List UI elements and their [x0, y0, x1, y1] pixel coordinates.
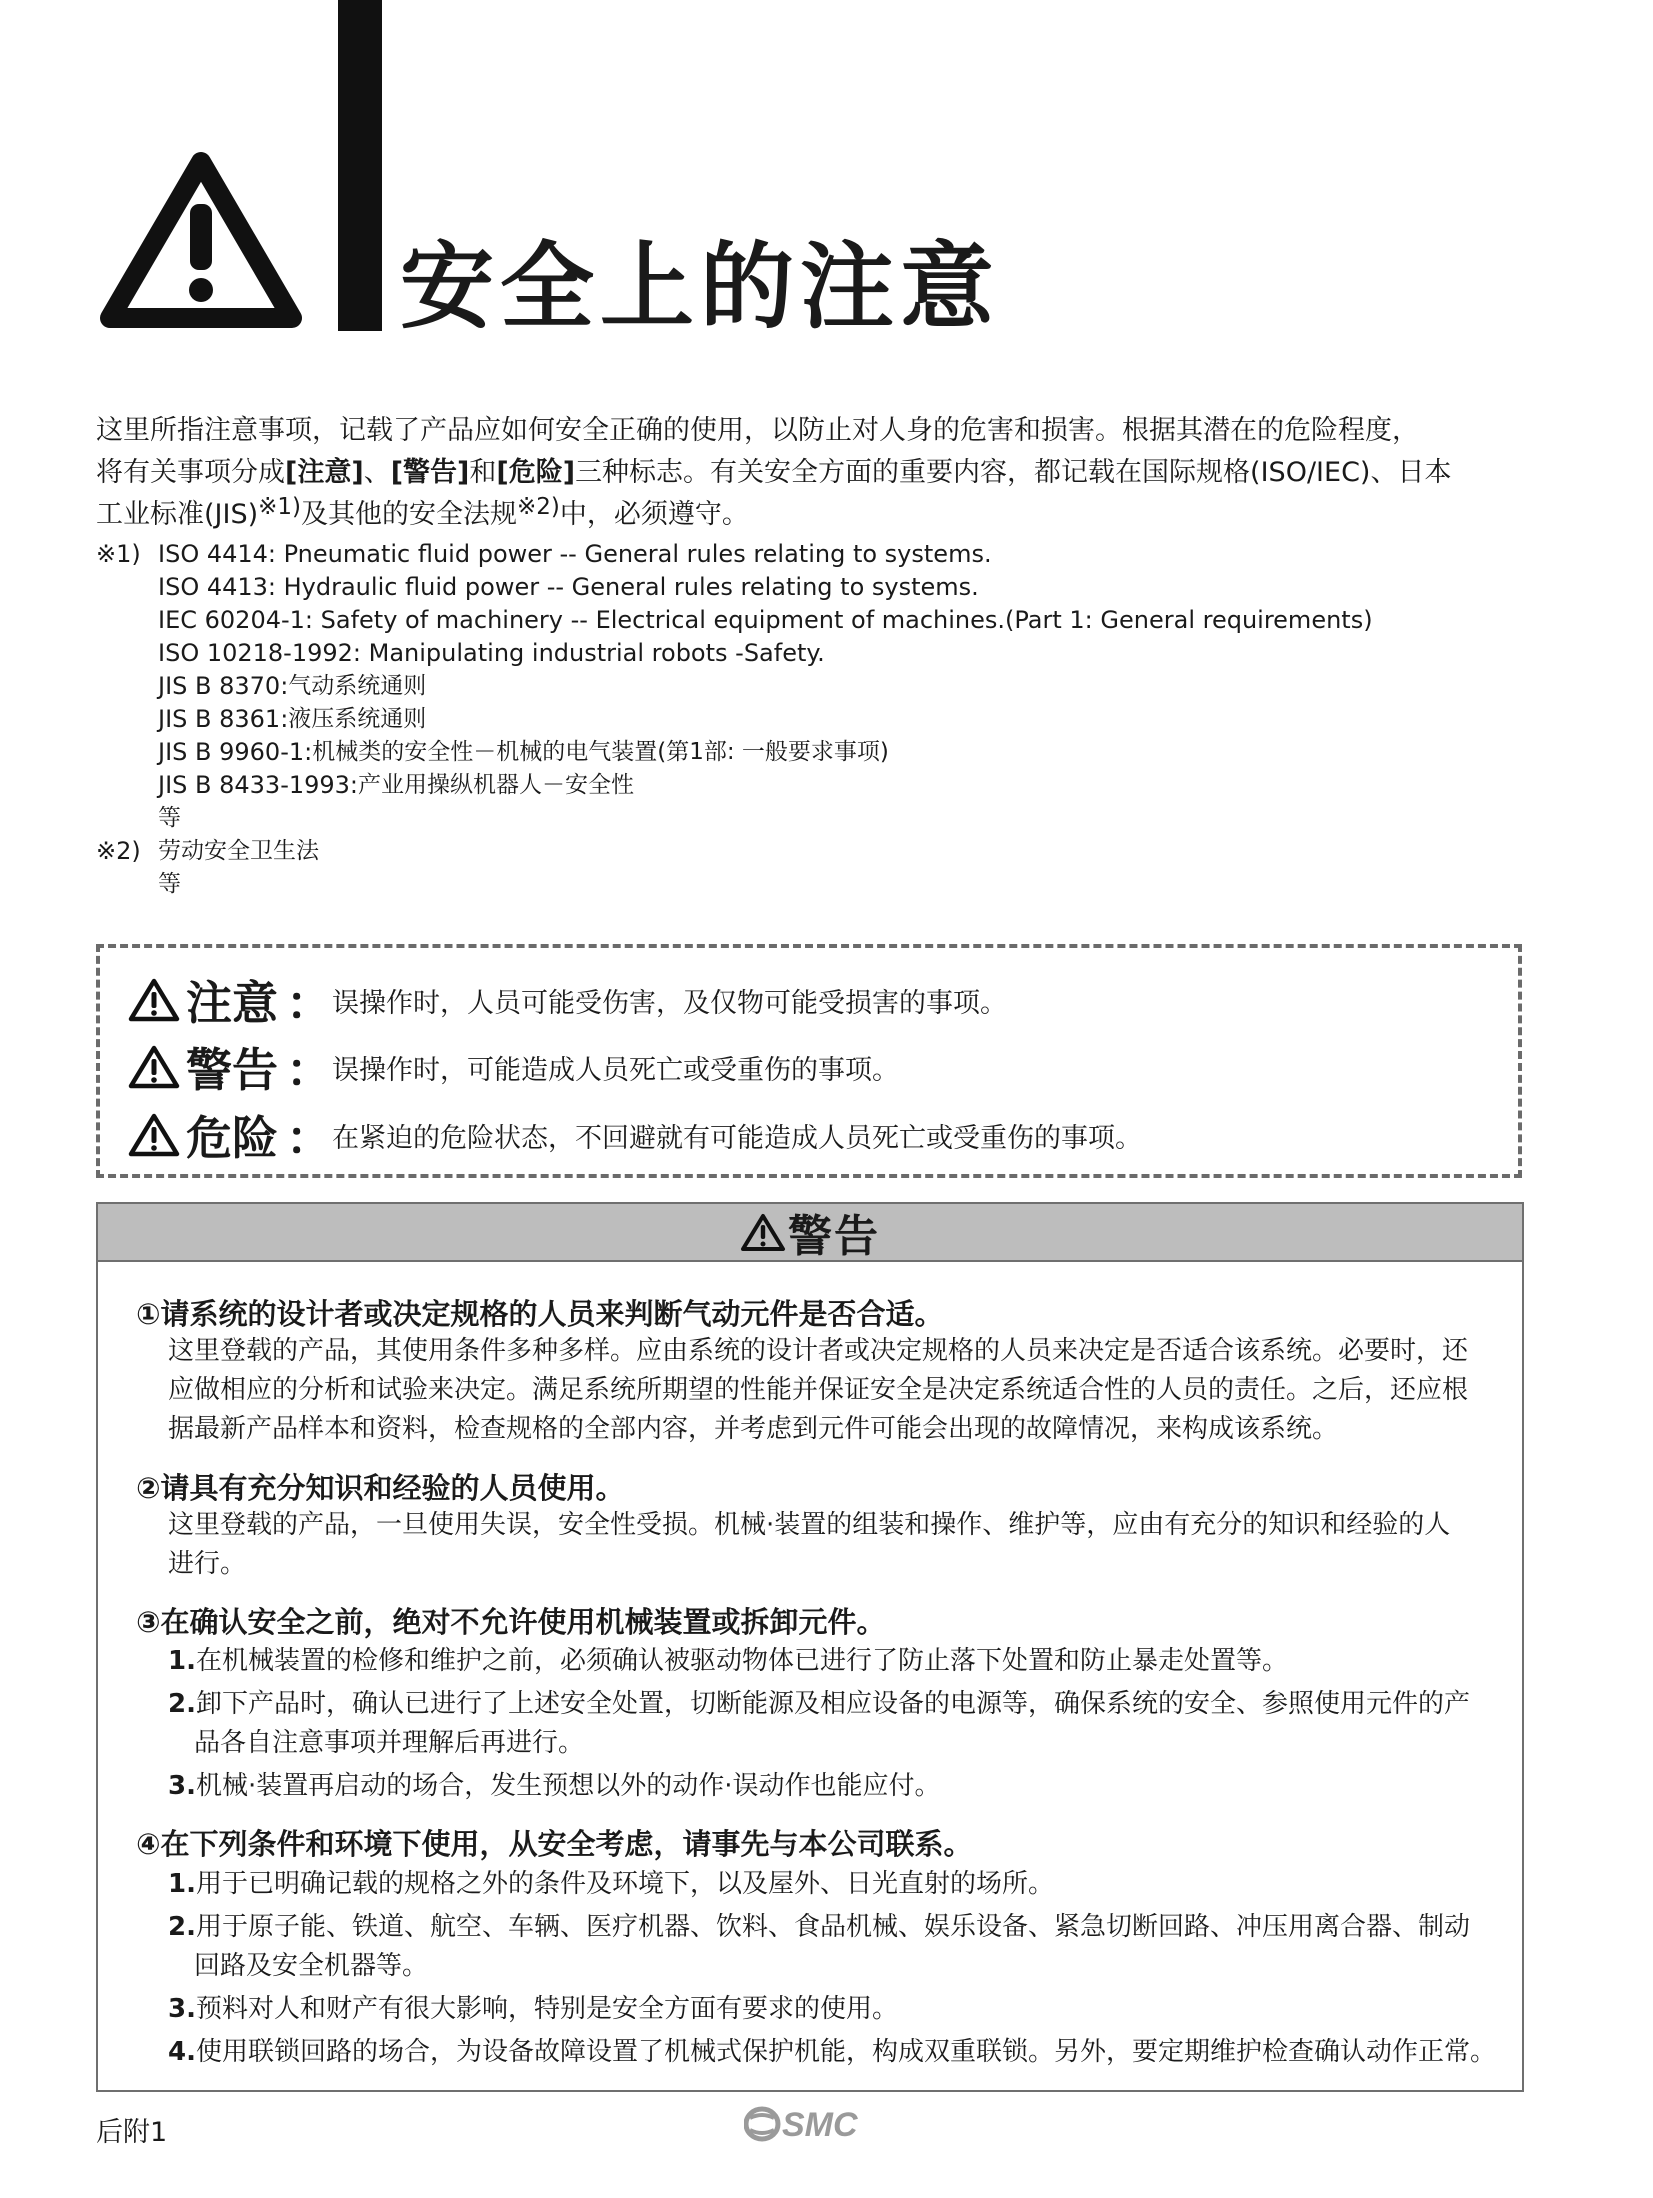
warning-triangle-icon [740, 1212, 786, 1253]
intro-line: 工业标准(JIS)$^{※1)}$及其他的安全法规$^{※2)}$中，必须遵守。 [96, 494, 749, 530]
warning-triangle-icon [128, 1112, 180, 1158]
logo-text: SMC [782, 2106, 858, 2144]
list-item: 2.卸下产品时，确认已进行了上述安全处置，切断能源及相应设备的电源等，确保系统的安全、参照使用元件的产 品各自注意事项并理解后再进行。 [168, 1689, 1470, 1758]
reference-item: ISO 4413: Hydraulic fluid power -- General rules relating to systems. [158, 573, 979, 601]
section-heading: ③在确认安全之前，绝对不允许使用机械装置或拆卸元件。 [136, 1605, 886, 1639]
reference-item: 等 [158, 871, 181, 897]
list-item: 1.用于已明确记载的规格之外的条件及环境下，以及屋外、日光直射的场所。 [168, 1869, 1054, 1899]
legend-row-danger: 危险 ： 在紧迫的危险状态，不回避就有可能造成人员死亡或受重伤的事项。 [128, 1105, 1142, 1165]
smc-logo-icon [744, 2102, 866, 2146]
legend-row-caution: 注意 ： 误操作时，人员可能受伤害，及仅物可能受损害的事项。 [128, 970, 1007, 1030]
intro-line: 将有关事项分成[注意]、[警告]和[危险]三种标志。有关安全方面的重要内容，都记载在国际规格(ISO/IEC)、日本 [96, 457, 1452, 488]
reference-item: ※2) 劳动安全卫生法 [96, 837, 319, 865]
reference-item: JIS B 8433-1993: 产业用操纵机器人－安全性 [158, 771, 635, 799]
section-heading: ①请系统的设计者或决定规格的人员来判断气动元件是否合适。 [136, 1297, 944, 1331]
page-number: 后附1 [96, 2117, 168, 2148]
warning-triangle-icon [96, 148, 306, 335]
reference-item: 等 [158, 805, 181, 831]
reference-item: JIS B 8361: 液压系统通则 [158, 705, 427, 733]
signal-word-legend [96, 944, 1522, 1178]
page-title: 安全上的注意 [400, 233, 1001, 342]
reference-item: ISO 10218-1992: Manipulating industrial robots -Safety. [158, 639, 825, 667]
list-item: 3.预料对人和财产有很大影响，特别是安全方面有要求的使用。 [168, 1994, 898, 2024]
section-body: 这里登载的产品，其使用条件多种多样。应由系统的设计者或决定规格的人员来决定是否适合该系统。必要时，还 应做相应的分析和试验来决定。满足系统所期望的性能并保证安全是决定系统适合性的人员的责任。之后，还应根 据最新产品样本和资料，检查规格的全部内容，并考虑到元件可能会出现的故障情况，来构成该系统。 [168, 1336, 1469, 1444]
list-item: 3.机械·装置再启动的场合，发生预想以外的动作·误动作也能应付。 [168, 1771, 941, 1801]
warning-panel-header [98, 1204, 1522, 1262]
header-bar [338, 0, 382, 331]
warning-triangle-icon [128, 1044, 180, 1090]
warning-panel-title: 警告 [788, 1211, 880, 1262]
section-heading: ②请具有充分知识和经验的人员使用。 [136, 1471, 625, 1505]
reference-item: IEC 60204-1: Safety of machinery -- Electrical equipment of machines.(Part 1: General requirements) [158, 606, 1373, 634]
reference-item: ※1) ISO 4414: Pneumatic fluid power -- General rules relating to systems. [96, 540, 992, 568]
section-body: 这里登载的产品，一旦使用失误，安全性受损。机械·装置的组装和操作、维护等，应由有充分的知识和经验的人 进行。 [168, 1510, 1451, 1579]
list-item: 2.用于原子能、铁道、航空、车辆、医疗机器、饮料、食品机械、娱乐设备、紧急切断回路、冲压用离合器、制动 回路及安全机器等。 [168, 1912, 1470, 1981]
warning-panel [96, 1202, 1524, 2092]
references-list [96, 538, 1373, 901]
intro-paragraph [96, 410, 1536, 536]
intro-line: 这里所指注意事项，记载了产品应如何安全正确的使用，以防止对人身的危害和损害。根据其潜在的危险程度， [96, 415, 1419, 446]
reference-item: JIS B 8370: 气动系统通则 [158, 672, 427, 700]
legend-row-warning: 警告 ： 误操作时，可能造成人员死亡或受重伤的事项。 [128, 1037, 899, 1097]
list-item: 4.使用联锁回路的场合，为设备故障设置了机械式保护机能，构成双重联锁。另外，要定期维护检查确认动作正常。 [168, 2037, 1496, 2067]
section-heading: ④在下列条件和环境下使用，从安全考虑，请事先与本公司联系。 [136, 1827, 973, 1861]
reference-item: JIS B 9960-1: 机械类的安全性－机械的电气装置(第1部: 一般要求事项) [158, 738, 889, 766]
list-item: 1.在机械装置的检修和维护之前，必须确认被驱动物体已进行了防止落下处置和防止暴走处置等。 [168, 1646, 1288, 1676]
warning-triangle-icon [128, 977, 180, 1023]
